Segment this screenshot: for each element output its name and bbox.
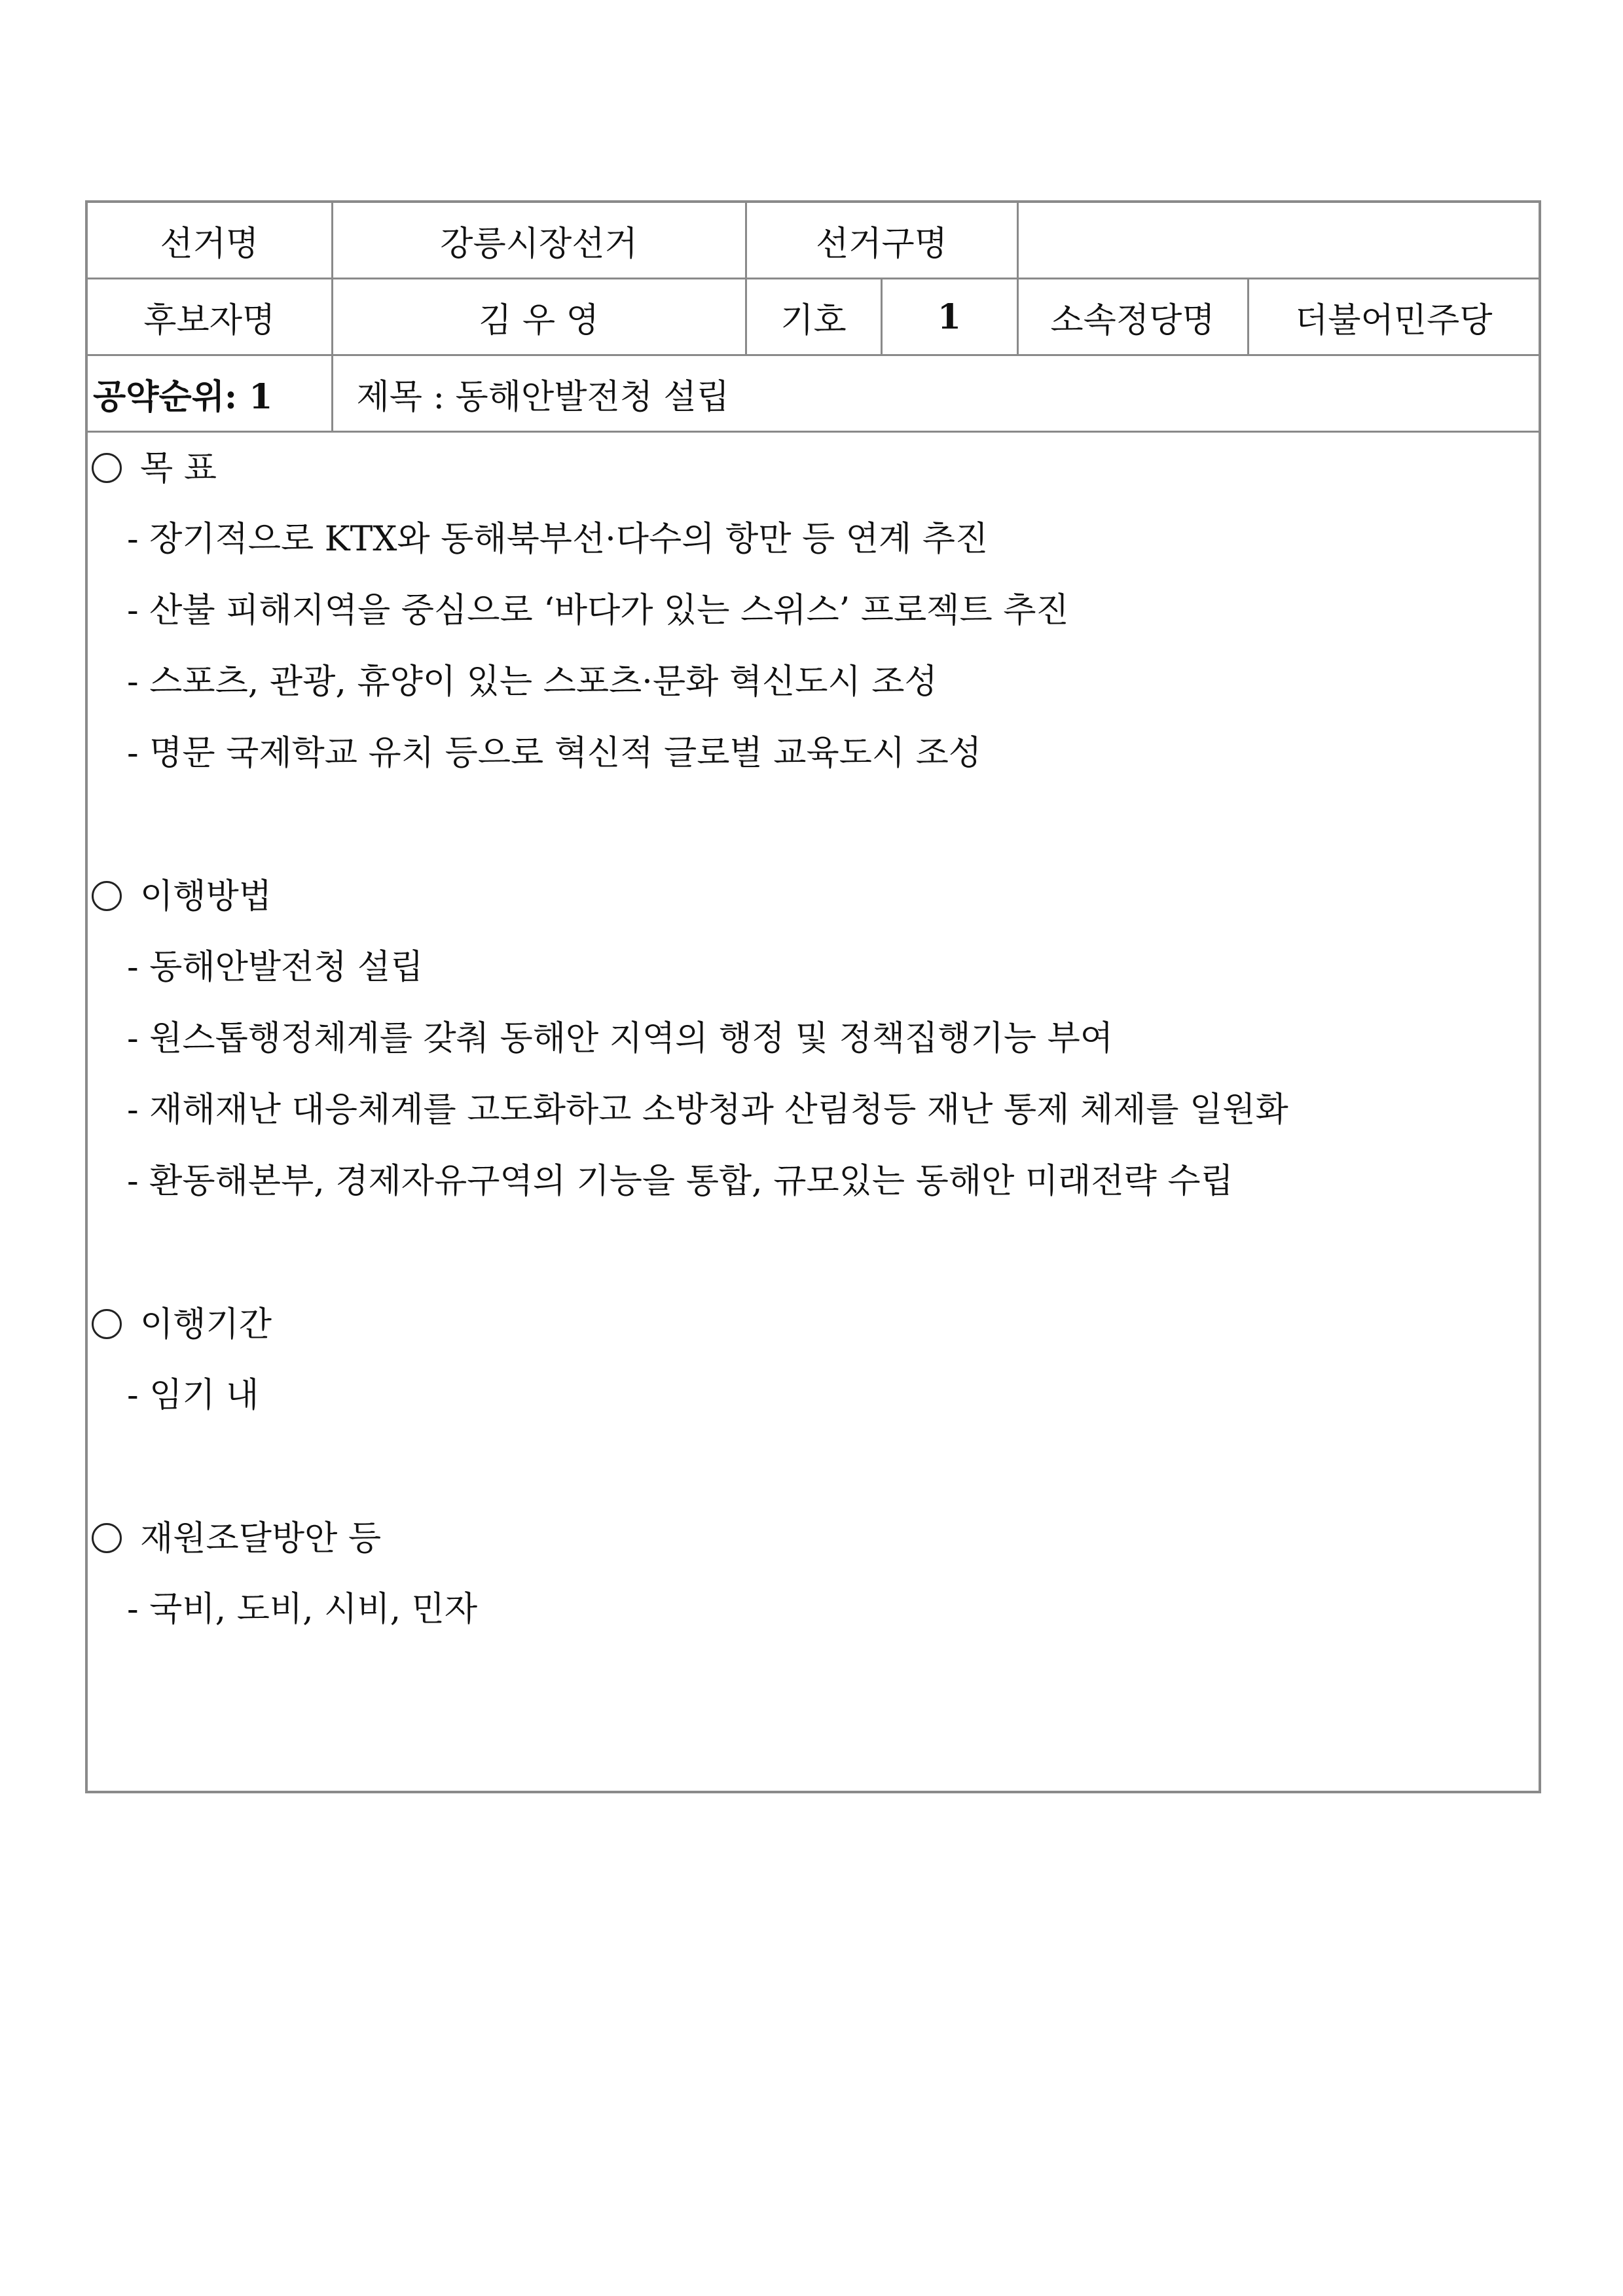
circle-bullet-icon — [92, 453, 122, 483]
header-row-candidate — [88, 279, 1539, 355]
election-name-label: 선거명 — [88, 203, 332, 279]
pledge-form — [85, 200, 1541, 1793]
section-funding: 재원조달방안 등 — [92, 1511, 381, 1560]
section-method: 이행방법 — [92, 869, 272, 918]
district-value — [1017, 203, 1539, 279]
period-item: - 임기 내 — [127, 1376, 259, 1415]
pledge-rank-label: 공약순위: 1 — [88, 355, 332, 432]
district-label: 선거구명 — [746, 203, 1017, 279]
number-value: 1 — [881, 279, 1017, 355]
header-row-title — [88, 355, 1539, 432]
goal-item: - 명문 국제학교 유치 등으로 혁신적 글로벌 교육도시 조성 — [127, 734, 982, 773]
pledge-title: 제목 : 동해안발전청 설립 — [332, 355, 1539, 432]
candidate-label: 후보자명 — [88, 279, 332, 355]
section-period: 이행기간 — [92, 1297, 272, 1346]
goal-item: - 스포츠, 관광, 휴양이 있는 스포츠·문화 혁신도시 조성 — [127, 662, 938, 702]
method-item: - 원스톱행정체계를 갖춰 동해안 지역의 행정 및 정책집행기능 부여 — [127, 1019, 1114, 1058]
circle-bullet-icon — [92, 1523, 122, 1553]
candidate-value: 김 우 영 — [332, 279, 746, 355]
section-goal: 목 표 — [92, 440, 217, 490]
circle-bullet-icon — [92, 1309, 122, 1339]
goal-item: - 장기적으로 KTX와 동해북부선·다수의 항만 등 연계 추진 — [127, 520, 989, 559]
election-name-value: 강릉시장선거 — [332, 203, 746, 279]
header-table — [88, 203, 1539, 433]
party-label: 소속정당명 — [1017, 279, 1248, 355]
party-value: 더불어민주당 — [1248, 279, 1539, 355]
funding-item: - 국비, 도비, 시비, 민자 — [127, 1590, 478, 1629]
method-item: - 환동해본부, 경제자유구역의 기능을 통합, 규모있는 동해안 미래전략 수립 — [127, 1162, 1233, 1201]
method-item: - 재해재난 대응체계를 고도화하고 소방청과 산림청등 재난 통제 체제를 일원화 — [127, 1090, 1288, 1130]
method-item: - 동해안발전청 설립 — [127, 948, 424, 987]
header-row-election — [88, 203, 1539, 279]
number-label: 기호 — [746, 279, 881, 355]
circle-bullet-icon — [92, 881, 122, 911]
goal-item: - 산불 피해지역을 중심으로 ‘바다가 있는 스위스’ 프로젝트 추진 — [127, 591, 1069, 630]
